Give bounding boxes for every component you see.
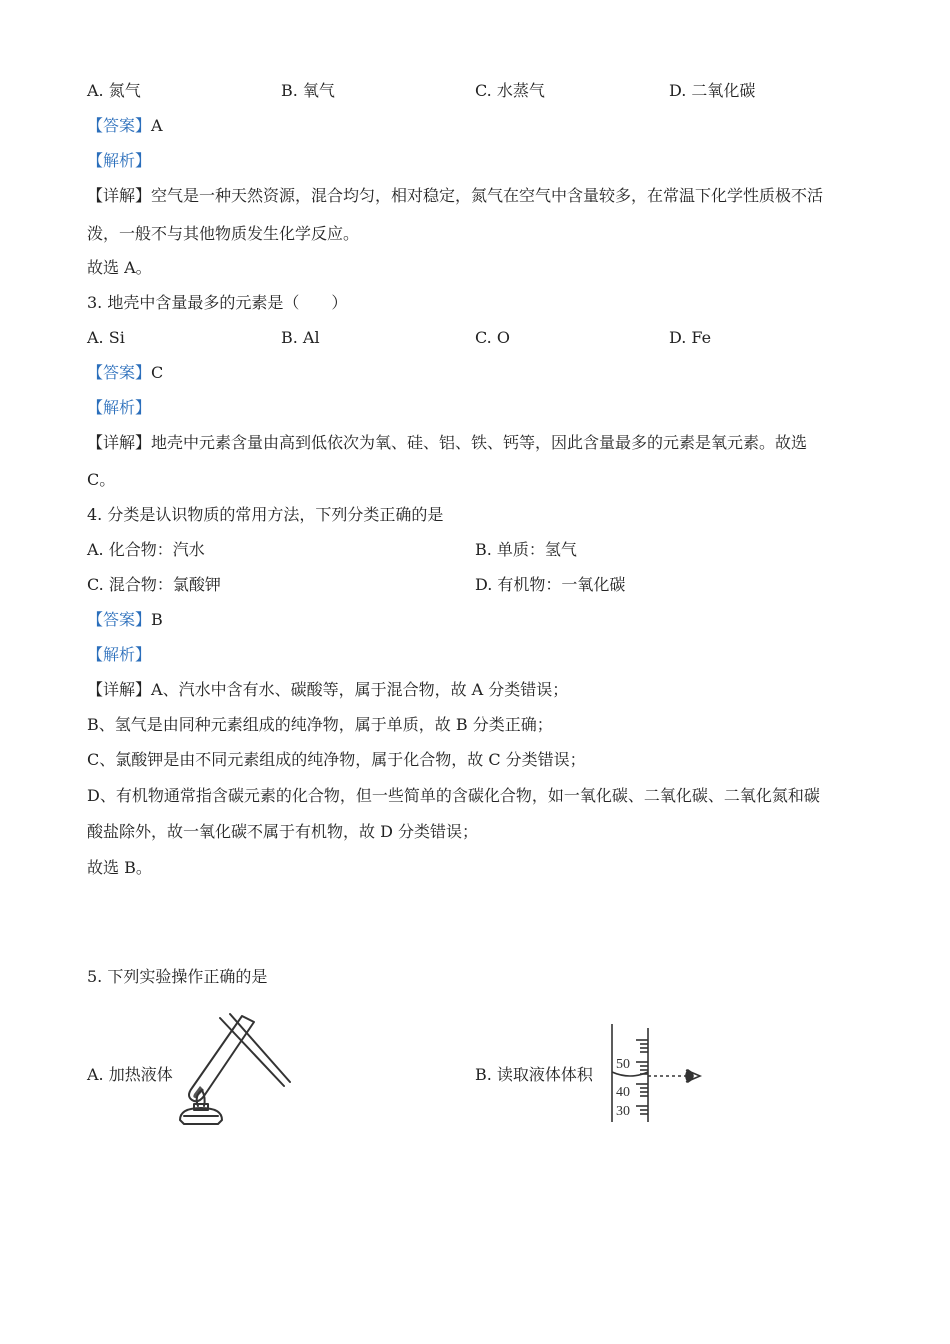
- q3-answer: C: [151, 363, 164, 382]
- q2-option-c: C. 水蒸气: [475, 81, 545, 100]
- q3-detail-line-2: C。: [87, 470, 116, 489]
- q2-detail-line-3: 故选 A。: [87, 258, 152, 277]
- q4-answer: B: [151, 610, 163, 629]
- q4-option-b: B. 单质：氢气: [475, 540, 577, 559]
- liquid-meniscus: [612, 1072, 648, 1076]
- q3-answer-line: [87, 363, 163, 383]
- q4-detail-text-1: A、汽水中含有水、碳酸等，属于混合物，故 A 分类错误；: [151, 680, 569, 699]
- detail-tag: 【详解】: [87, 680, 152, 699]
- tick-label-50: 50: [616, 1057, 630, 1072]
- q4-stem: 4. 分类是认识物质的常用方法，下列分类正确的是: [87, 505, 444, 524]
- q4-detail-line-3: C、氯酸钾是由不同元素组成的纯净物，属于化合物，故 C 分类错误；: [87, 750, 586, 769]
- tick-label-30: 30: [616, 1104, 630, 1119]
- answer-tag: 【答案】: [87, 116, 152, 135]
- q4-option-d: D. 有机物：一氧化碳: [475, 575, 626, 594]
- q3-option-c: C. O: [475, 328, 510, 347]
- q2-detail-text-1: 空气是一种天然资源，混合均匀，相对稳定，氮气在空气中含量较多，在常温下化学性质极不活: [151, 186, 824, 205]
- q3-analysis-tag: 【解析】: [87, 398, 152, 417]
- answer-tag: 【答案】: [87, 363, 152, 382]
- heating-liquid-figure: [172, 1008, 294, 1126]
- q2-answer: A: [151, 116, 163, 135]
- q4-option-c: C. 混合物：氯酸钾: [87, 575, 221, 594]
- q2-detail-line-1: [87, 186, 823, 206]
- q2-option-d: D. 二氧化碳: [669, 81, 756, 100]
- q4-detail-line-6: 故选 B。: [87, 858, 152, 877]
- q4-analysis-tag: 【解析】: [87, 645, 152, 664]
- detail-tag: 【详解】: [87, 433, 152, 452]
- q4-detail-line-4: D、有机物通常指含碳元素的化合物，但一些简单的含碳化合物，如一氧化碳、二氧化碳、二氧化氮和碳: [87, 786, 820, 805]
- q2-option-a: A. 氮气: [87, 81, 141, 100]
- q4-detail-line-2: B、氢气是由同种元素组成的纯净物，属于单质，故 B 分类正确；: [87, 715, 553, 734]
- q3-option-d: D. Fe: [669, 328, 712, 347]
- q2-option-b: B. 氧气: [281, 81, 335, 100]
- read-volume-figure: [602, 1022, 712, 1126]
- q4-detail-line-5: 酸盐除外，故一氧化碳不属于有机物，故 D 分类错误；: [87, 822, 479, 841]
- q4-option-a: A. 化合物：汽水: [87, 540, 205, 559]
- q5-option-b: B. 读取液体体积: [475, 1065, 593, 1084]
- q5-option-a: A. 加热液体: [87, 1065, 173, 1084]
- detail-tag: 【详解】: [87, 186, 152, 205]
- tube-holder: [220, 1018, 284, 1086]
- answer-tag: 【答案】: [87, 610, 152, 629]
- q3-detail-text-1: 地壳中元素含量由高到低依次为氧、硅、铝、铁、钙等，因此含量最多的元素是氧元素。故选: [151, 433, 808, 452]
- q2-detail-line-2: 泼，一般不与其他物质发生化学反应。: [87, 224, 360, 243]
- tube-holder-jaw: [230, 1014, 290, 1082]
- q4-detail-line-1: [87, 680, 568, 700]
- q4-answer-line: [87, 610, 163, 630]
- q3-stem: 3. 地壳中含量最多的元素是（ ）: [87, 293, 348, 312]
- q3-option-a: A. Si: [87, 328, 125, 347]
- q3-detail-line-1: [87, 433, 807, 453]
- q2-analysis-tag: 【解析】: [87, 151, 152, 170]
- q3-option-b: B. Al: [281, 328, 320, 347]
- q5-stem: 5. 下列实验操作正确的是: [87, 967, 268, 986]
- tick-label-40: 40: [616, 1085, 630, 1100]
- q2-answer-line: [87, 116, 163, 136]
